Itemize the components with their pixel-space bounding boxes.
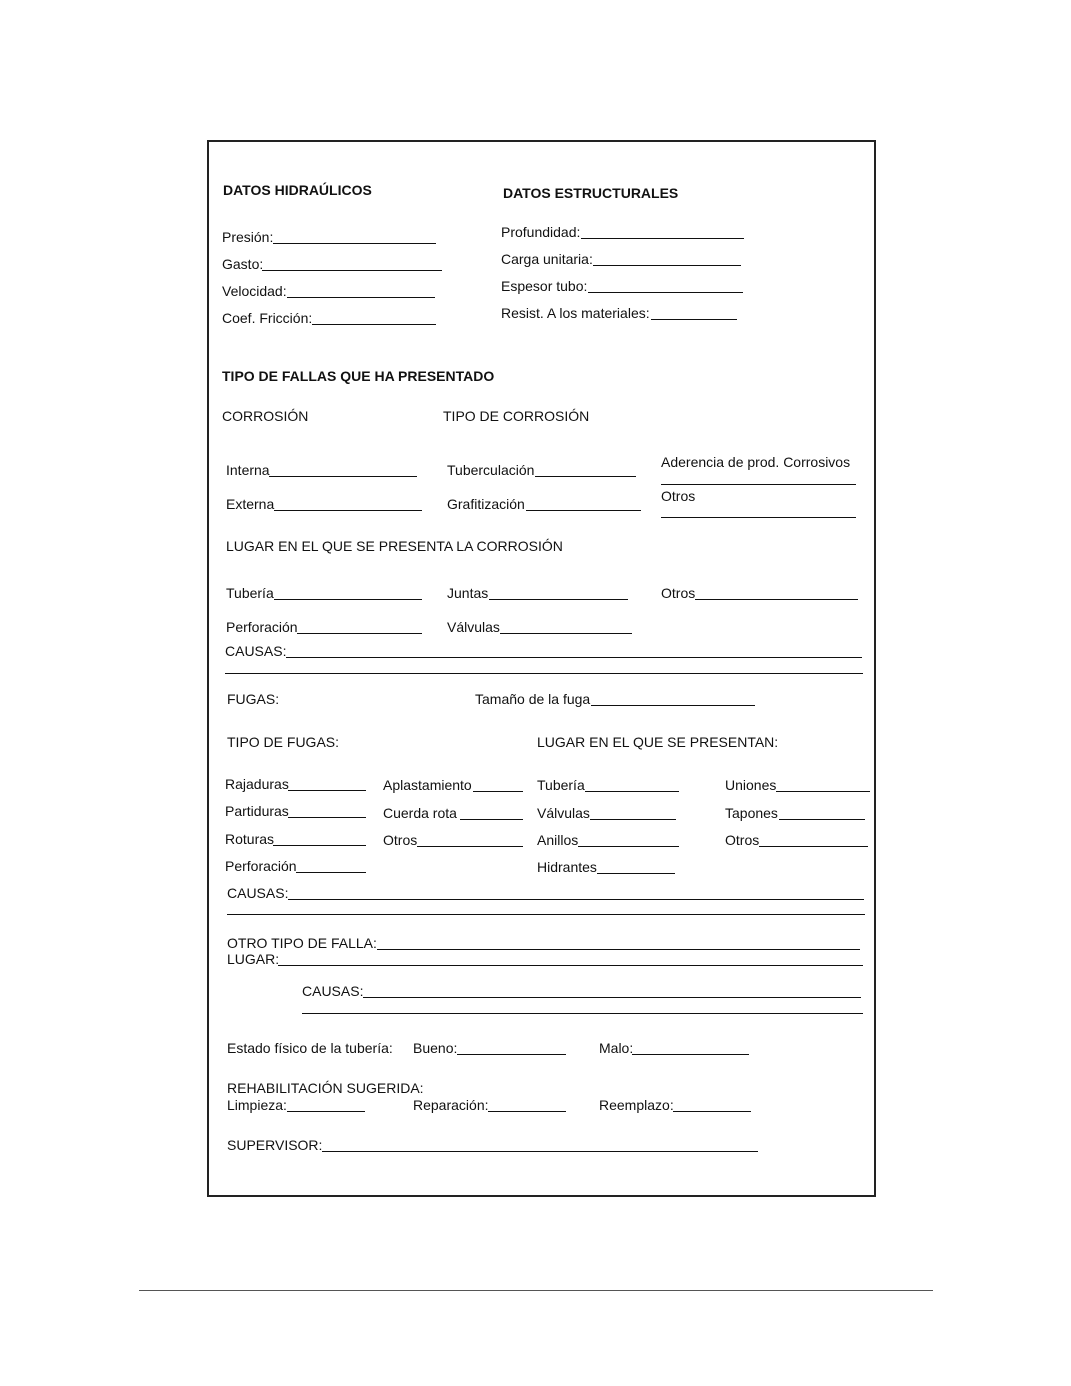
- pressure-label: Presión:: [222, 229, 274, 245]
- other-place-label: LUGAR:: [227, 951, 280, 967]
- leak-causes-field-2[interactable]: [227, 914, 865, 915]
- cleaning-label: Limpieza:: [227, 1097, 287, 1113]
- leak-pipe-field[interactable]: [585, 791, 679, 792]
- condition-bad-label: Malo:: [599, 1040, 634, 1056]
- condition-label: Estado físico de la tubería:: [227, 1040, 393, 1056]
- graphitization-field[interactable]: [526, 510, 641, 511]
- graphitization-label: Grafitización: [447, 496, 525, 512]
- corrosion-others-label: Otros: [661, 488, 696, 504]
- velocity-field[interactable]: [287, 297, 435, 298]
- corrosion-location-heading: LUGAR EN EL QUE SE PRESENTA LA CORROSIÓN: [226, 538, 563, 554]
- leak-location-heading: LUGAR EN EL QUE SE PRESENTAN:: [537, 734, 779, 750]
- flow-label: Gasto:: [222, 256, 264, 272]
- pressure-field[interactable]: [273, 243, 436, 244]
- replacement-field[interactable]: [673, 1111, 751, 1112]
- velocity-label: Velocidad:: [222, 283, 287, 299]
- repair-label: Reparación:: [413, 1097, 489, 1113]
- hydrants-label: Hidrantes: [537, 859, 597, 875]
- material-resistance-field[interactable]: [651, 319, 737, 320]
- leak-types-heading: TIPO DE FUGAS:: [227, 734, 340, 750]
- loc-joints-field[interactable]: [489, 599, 628, 600]
- corrosion-others-field[interactable]: [661, 517, 856, 518]
- structural-title: DATOS ESTRUCTURALES: [503, 185, 679, 201]
- tuberculation-label: Tuberculación: [447, 462, 535, 478]
- loc-valves-label: Válvulas: [447, 619, 500, 635]
- other-causes-field-2[interactable]: [302, 1013, 863, 1014]
- supervisor-field[interactable]: [322, 1151, 758, 1152]
- other-failure-label: OTRO TIPO DE FALLA:: [227, 935, 377, 951]
- leak-others-label: Otros: [383, 832, 418, 848]
- other-failure-field[interactable]: [377, 949, 860, 950]
- corrosion-heading: CORROSIÓN: [222, 408, 309, 424]
- breaks-field[interactable]: [273, 845, 366, 846]
- unit-load-label: Carga unitaria:: [501, 251, 593, 267]
- loc-perforation-field[interactable]: [297, 633, 422, 634]
- leak-loc-others-field[interactable]: [759, 846, 868, 847]
- repair-field[interactable]: [488, 1111, 566, 1112]
- external-field[interactable]: [274, 510, 422, 511]
- footer-rule: [139, 1290, 933, 1291]
- depth-field[interactable]: [581, 238, 744, 239]
- loc-joints-label: Juntas: [447, 585, 489, 601]
- crushing-field[interactable]: [473, 791, 523, 792]
- adherence-label: Aderencia de prod. Corrosivos: [661, 454, 851, 470]
- other-causes-field[interactable]: [363, 997, 861, 998]
- internal-field[interactable]: [269, 476, 417, 477]
- loc-pipe-label: Tubería: [226, 585, 274, 601]
- hydrants-field[interactable]: [597, 873, 675, 874]
- corrosion-causes-field-2[interactable]: [225, 673, 863, 674]
- flow-field[interactable]: [262, 270, 442, 271]
- leak-causes-field[interactable]: [288, 899, 864, 900]
- material-resistance-label: Resist. A los materiales:: [501, 305, 650, 321]
- pipe-thickness-label: Espesor tubo:: [501, 278, 588, 294]
- loc-others-field[interactable]: [695, 599, 858, 600]
- tuberculation-field[interactable]: [535, 476, 636, 477]
- internal-label: Interna: [226, 462, 270, 478]
- rings-label: Anillos: [537, 832, 579, 848]
- plugs-field[interactable]: [779, 819, 865, 820]
- corrosion-causes-label: CAUSAS:: [225, 643, 287, 659]
- condition-good-field[interactable]: [457, 1054, 566, 1055]
- unions-label: Uniones: [725, 777, 777, 793]
- leak-others-field[interactable]: [417, 846, 523, 847]
- friction-field[interactable]: [312, 324, 436, 325]
- loc-valves-field[interactable]: [500, 633, 632, 634]
- rehab-title: REHABILITACIÓN SUGERIDA:: [227, 1080, 424, 1096]
- leak-size-label: Tamaño de la fuga: [475, 691, 591, 707]
- broken-cord-label: Cuerda rota: [383, 805, 457, 821]
- leaks-title: FUGAS:: [227, 691, 280, 707]
- unions-field[interactable]: [776, 791, 870, 792]
- cleaning-field[interactable]: [287, 1111, 365, 1112]
- splits-label: Partiduras: [225, 803, 289, 819]
- broken-cord-field[interactable]: [460, 819, 523, 820]
- other-place-field[interactable]: [278, 965, 863, 966]
- cracks-label: Rajaduras: [225, 776, 289, 792]
- supervisor-label: SUPERVISOR:: [227, 1137, 323, 1153]
- other-causes-label: CAUSAS:: [302, 983, 364, 999]
- leak-perforation-label: Perforación: [225, 858, 297, 874]
- condition-good-label: Bueno:: [413, 1040, 458, 1056]
- loc-pipe-field[interactable]: [274, 599, 422, 600]
- external-label: Externa: [226, 496, 275, 512]
- leak-valves-field[interactable]: [590, 819, 676, 820]
- form-frame: [207, 140, 876, 1197]
- hydraulic-title: DATOS HIDRAÚLICOS: [223, 182, 372, 198]
- unit-load-field[interactable]: [593, 265, 741, 266]
- leak-valves-label: Válvulas: [537, 805, 590, 821]
- leak-perforation-field[interactable]: [296, 872, 366, 873]
- friction-label: Coef. Fricción:: [222, 310, 313, 326]
- depth-label: Profundidad:: [501, 224, 581, 240]
- leak-pipe-label: Tubería: [537, 777, 585, 793]
- pipe-thickness-field[interactable]: [588, 292, 743, 293]
- adherence-field[interactable]: [661, 484, 856, 485]
- loc-others-label: Otros: [661, 585, 696, 601]
- plugs-label: Tapones: [725, 805, 778, 821]
- failures-title: TIPO DE FALLAS QUE HA PRESENTADO: [222, 368, 495, 384]
- replacement-label: Reemplazo:: [599, 1097, 674, 1113]
- splits-field[interactable]: [288, 817, 366, 818]
- breaks-label: Roturas: [225, 831, 275, 847]
- crushing-label: Aplastamiento: [383, 777, 472, 793]
- condition-bad-field[interactable]: [632, 1054, 749, 1055]
- loc-perforation-label: Perforación: [226, 619, 298, 635]
- corrosion-type-heading: TIPO DE CORROSIÓN: [443, 408, 590, 424]
- leak-causes-label: CAUSAS:: [227, 885, 289, 901]
- rings-field[interactable]: [578, 846, 679, 847]
- corrosion-causes-field[interactable]: [286, 657, 862, 658]
- cracks-field[interactable]: [288, 790, 366, 791]
- leak-loc-others-label: Otros: [725, 832, 760, 848]
- leak-size-field[interactable]: [591, 705, 755, 706]
